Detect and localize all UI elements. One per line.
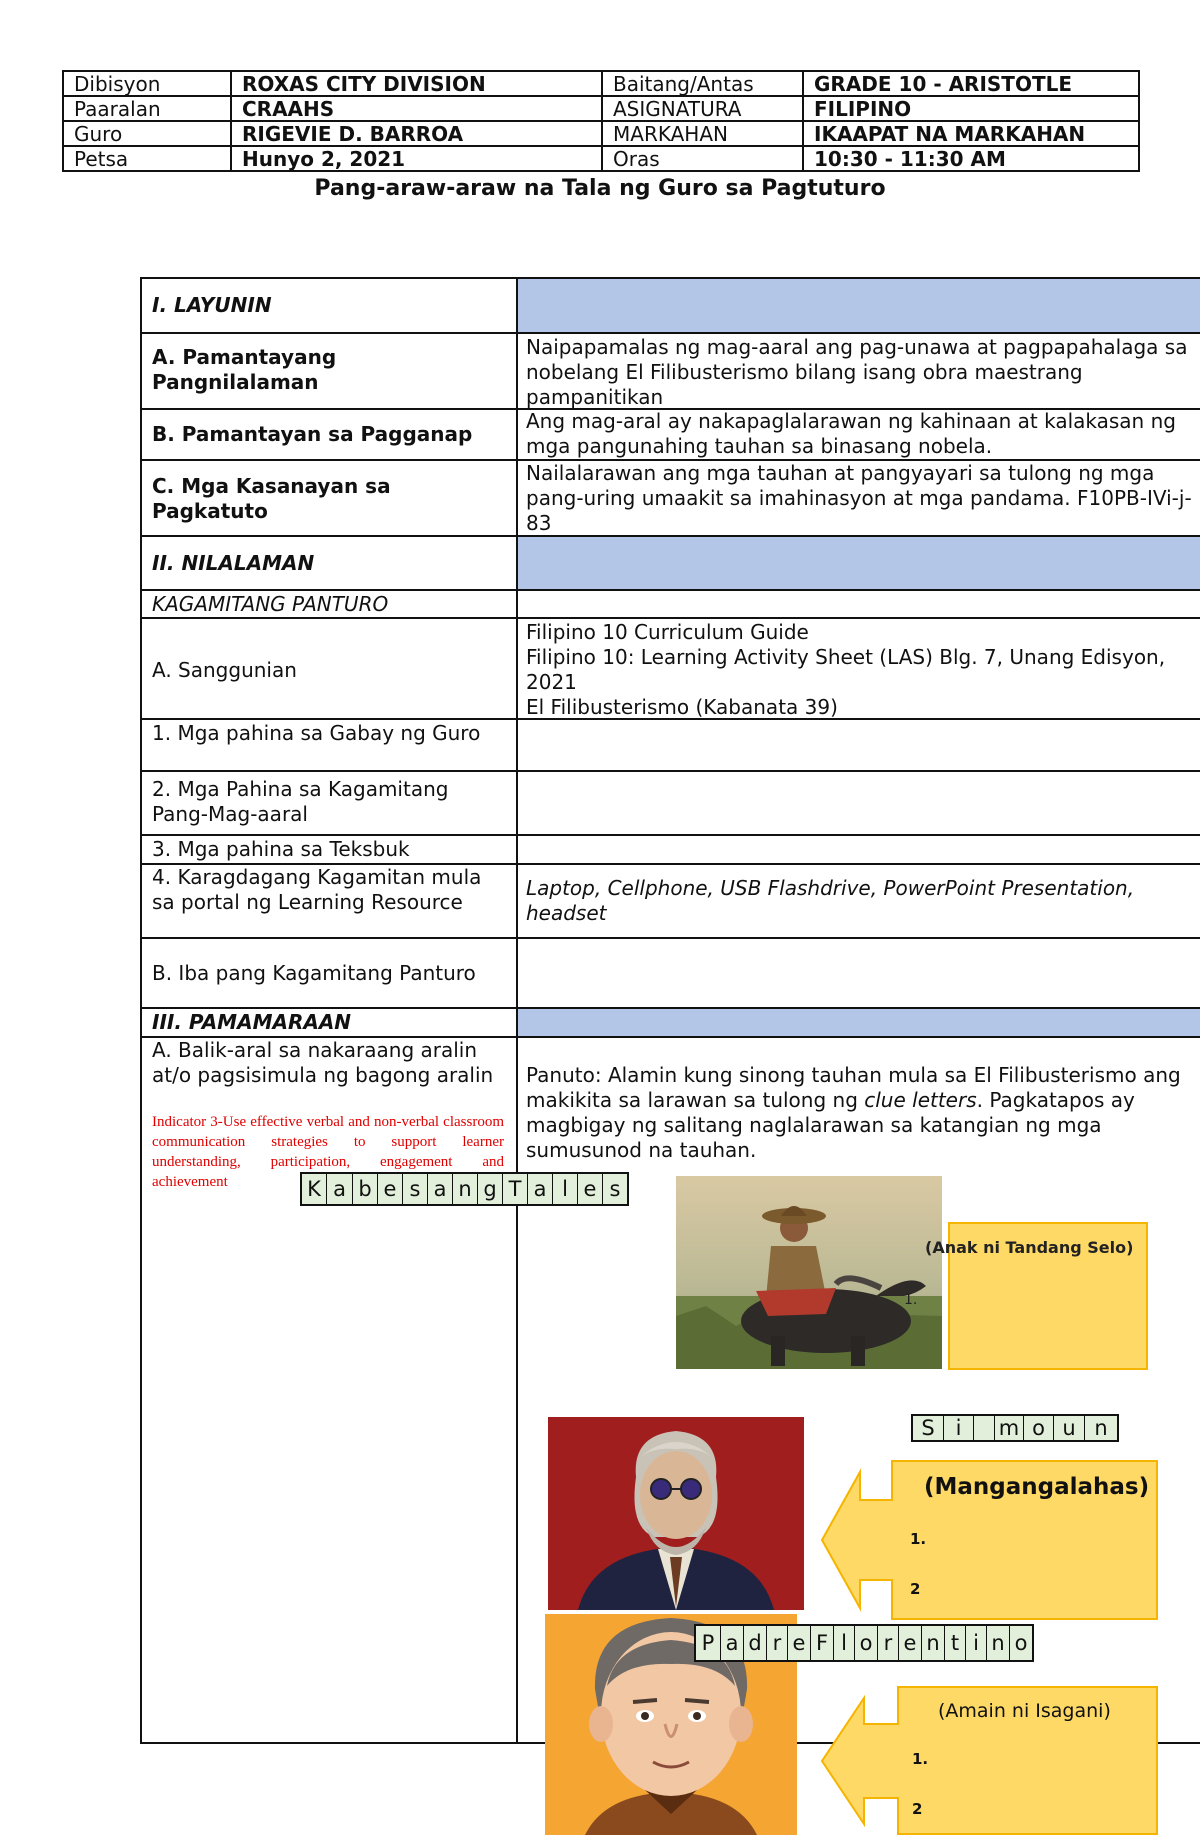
header-label: ASIGNATURA bbox=[602, 96, 803, 121]
header-value: RIGEVIE D. BARROA bbox=[231, 121, 602, 146]
iba-pang-kagamitan-label: B. Iba pang Kagamitang Panturo bbox=[152, 961, 476, 985]
card-anak-ni-tandang-selo bbox=[904, 1222, 1148, 1370]
simoun-picture bbox=[548, 1417, 804, 1610]
gabay-guro-label: 1. Mga pahina sa Gabay ng Guro bbox=[152, 721, 481, 745]
letter-box: m bbox=[995, 1416, 1024, 1440]
letter-box: s bbox=[609, 1177, 621, 1201]
letter-box: e bbox=[378, 1174, 403, 1204]
letter-box: g bbox=[478, 1174, 503, 1204]
row-divider bbox=[140, 937, 1200, 939]
letter-box: e bbox=[578, 1174, 603, 1204]
letter-boxes-padre-florentino bbox=[694, 1624, 1034, 1662]
header-row bbox=[63, 71, 1139, 96]
card-item-number: 2 bbox=[910, 1580, 921, 1598]
letter-box: o bbox=[1024, 1416, 1054, 1440]
letter-box: n bbox=[1094, 1416, 1108, 1440]
header-label: Paaralan bbox=[63, 96, 231, 121]
card-title: (Amain ni Isagani) bbox=[938, 1700, 1111, 1722]
letter-boxes-kabesang-tales bbox=[300, 1172, 629, 1206]
letter-box: a bbox=[428, 1174, 453, 1204]
row-divider bbox=[140, 834, 1200, 836]
letter-box bbox=[974, 1416, 995, 1440]
header-row bbox=[63, 146, 1139, 171]
karagdagang-kagamitan-label: 4. Karagdagang Kagamitan mula sa portal ng Learning Resource bbox=[152, 865, 482, 914]
row-divider bbox=[140, 1007, 1200, 1009]
header-label: MARKAHAN bbox=[602, 121, 803, 146]
letter-box: s bbox=[403, 1174, 428, 1204]
letter-box: o bbox=[1014, 1631, 1028, 1655]
letter-box: i bbox=[944, 1416, 974, 1440]
card-title: (Mangangalahas) bbox=[924, 1474, 1150, 1500]
header-label: Petsa bbox=[63, 146, 231, 171]
letter-box: S bbox=[913, 1416, 944, 1440]
document-title: Pang-araw-araw na Tala ng Guro sa Pagtuturo bbox=[314, 176, 886, 201]
nilalaman-heading: II. NILALAMAN bbox=[152, 551, 315, 575]
card-item-number: 1. bbox=[910, 1530, 927, 1548]
panuto-text bbox=[526, 1063, 1200, 1163]
card-mangangalahas bbox=[820, 1460, 1159, 1620]
header-table bbox=[62, 70, 1140, 172]
teksbuk-label: 3. Mga pahina sa Teksbuk bbox=[152, 837, 410, 861]
header-value: GRADE 10 - ARISTOTLE bbox=[803, 71, 1139, 96]
header-label: Dibisyon bbox=[63, 71, 231, 96]
indicator-note: Indicator 3-Use effective verbal and non-verbal classroom communication strategies to support learner understanding, participation, engagement and achievement bbox=[152, 1114, 504, 1190]
letter-box: r bbox=[767, 1626, 788, 1660]
column-divider bbox=[516, 277, 518, 1744]
header-label: Guro bbox=[63, 121, 231, 146]
letter-box: i bbox=[966, 1626, 987, 1660]
header-row bbox=[63, 121, 1139, 146]
letter-box: o bbox=[855, 1626, 878, 1660]
kagamitang-mag-aaral-label: 2. Mga Pahina sa Kagamitang Pang-Mag-aaral bbox=[152, 777, 449, 826]
letter-box: a bbox=[721, 1626, 744, 1660]
sanggunian-item: Filipino 10: Learning Activity Sheet (LAS) Blg. 7, Unang Edisyon, 2021 bbox=[526, 645, 1166, 694]
header-label: Baitang/Antas bbox=[602, 71, 803, 96]
letter-boxes-simoun bbox=[911, 1414, 1119, 1442]
letter-box: l bbox=[834, 1626, 855, 1660]
card-item-number: 1. bbox=[904, 1292, 918, 1308]
letter-box: K bbox=[302, 1174, 327, 1204]
letter-box: a bbox=[327, 1174, 353, 1204]
header-value: 10:30 - 11:30 AM bbox=[803, 146, 1139, 171]
kagamitang-panturo-heading: KAGAMITANG PANTURO bbox=[152, 592, 389, 616]
card-title: (Anak ni Tandang Selo) bbox=[925, 1238, 1134, 1257]
letter-box: t bbox=[945, 1626, 966, 1660]
layunin-heading: I. LAYUNIN bbox=[152, 293, 272, 317]
header-value: IKAAPAT NA MARKAHAN bbox=[803, 121, 1139, 146]
panuto-text-end: . Pagkatapos ay magbigay ng salitang naglalarawan sa katangian ng mga sumusunod na tauhan. bbox=[526, 1088, 1135, 1162]
letter-box: b bbox=[353, 1174, 378, 1204]
letter-box: n bbox=[453, 1174, 478, 1204]
sanggunian-list bbox=[526, 620, 1200, 720]
sanggunian-label: A. Sanggunian bbox=[152, 658, 297, 682]
row-divider bbox=[140, 332, 1200, 334]
letter-box: u bbox=[1054, 1416, 1085, 1440]
pamantayang-pangnilalaman-label: A. Pamantayang Pangnilalaman bbox=[152, 345, 337, 394]
letter-box: T bbox=[503, 1174, 528, 1204]
letter-box: F bbox=[811, 1626, 834, 1660]
pamantayan-pagganap-text: Ang mag-aral ay nakapaglalarawan ng kahinaan at kalakasan ng mga pangunahing tauhan sa binasang nobela. bbox=[526, 409, 1176, 458]
panuto-clue-letters: clue letters bbox=[864, 1088, 977, 1112]
pamamaraan-heading: III. PAMAMARAAN bbox=[152, 1010, 352, 1034]
pamantayang-pangnilalaman-text: Naipapamalas ng mag-aaral ang pag-unawa at pagpapahalaga sa nobelang El Filibusterismo bilang isang obra maestrang pampanitikan bbox=[526, 335, 1188, 409]
kasanayan-label: C. Mga Kasanayan sa Pagkatuto bbox=[152, 474, 391, 523]
letter-box: P bbox=[696, 1626, 721, 1660]
letter-box: l bbox=[553, 1174, 578, 1204]
header-row bbox=[63, 96, 1139, 121]
farmer-on-carabao-illustration bbox=[676, 1176, 942, 1369]
row-divider bbox=[140, 589, 1200, 591]
kasanayan-text: Nailalarawan ang mga tauhan at pangyayari sa tulong ng mga pang-uring umaakit sa imahinasyon at mga pandama. F10PB-IVi-j-83 bbox=[526, 461, 1192, 535]
letter-box: e bbox=[899, 1626, 922, 1660]
sanggunian-item: Filipino 10 Curriculum Guide bbox=[526, 620, 809, 644]
row-divider bbox=[140, 770, 1200, 772]
sanggunian-item: El Filibusterismo (Kabanata 39) bbox=[526, 695, 838, 719]
balik-aral-label: A. Balik-aral sa nakaraang aralin at/o pagsisimula ng bagong aralin bbox=[152, 1038, 494, 1087]
letter-box: n bbox=[922, 1626, 945, 1660]
header-value: Hunyo 2, 2021 bbox=[231, 146, 602, 171]
letter-box: a bbox=[528, 1174, 553, 1204]
letter-box: d bbox=[744, 1626, 767, 1660]
panuto-text-start: Panuto: Alamin kung sinong tauhan mula sa El Filibusterismo ang makikita sa larawan sa tulong ng bbox=[526, 1063, 1181, 1112]
letter-box: e bbox=[788, 1626, 811, 1660]
card-item-number: 2 bbox=[912, 1800, 923, 1818]
kabesang-tales-picture bbox=[676, 1176, 942, 1369]
simoun-illustration bbox=[548, 1417, 804, 1610]
header-value: CRAAHS bbox=[231, 96, 602, 121]
header-value: ROXAS CITY DIVISION bbox=[231, 71, 602, 96]
pamantayan-pagganap-label: B. Pamantayan sa Pagganap bbox=[152, 422, 473, 446]
letter-box: n bbox=[987, 1626, 1010, 1660]
header-label: Oras bbox=[602, 146, 803, 171]
letter-box: r bbox=[878, 1626, 899, 1660]
karagdagang-kagamitan-value: Laptop, Cellphone, USB Flashdrive, PowerPoint Presentation, headset bbox=[526, 876, 1135, 925]
card-amain-ni-isagani bbox=[820, 1686, 1159, 1835]
row-divider bbox=[140, 617, 1200, 619]
header-value: FILIPINO bbox=[803, 96, 1139, 121]
card-item-number: 1. bbox=[912, 1750, 929, 1768]
